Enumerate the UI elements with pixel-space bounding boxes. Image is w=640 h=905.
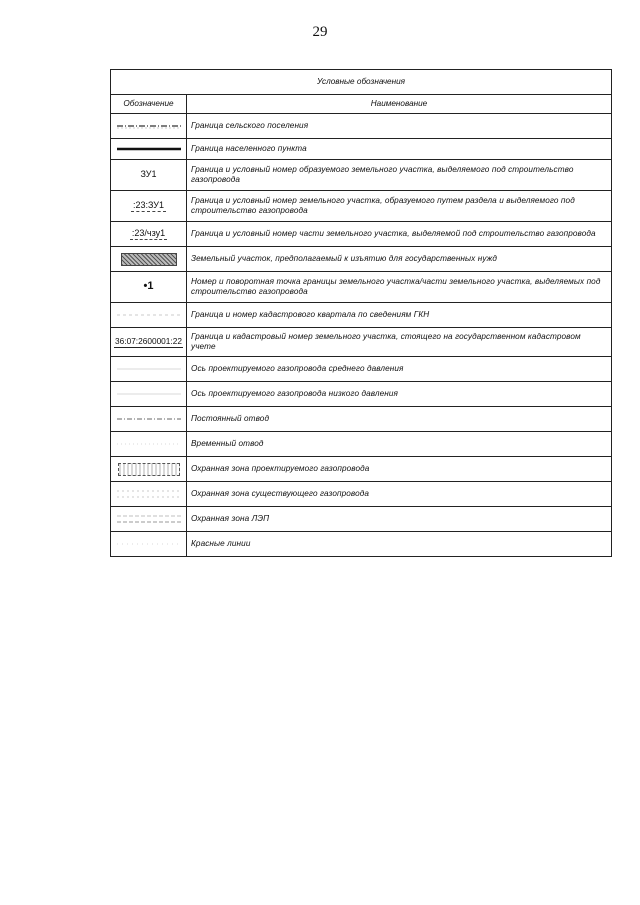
legend-row bbox=[111, 407, 612, 432]
legend-row bbox=[111, 482, 612, 507]
legend-row bbox=[111, 247, 612, 272]
protection-zone-existing-symbol bbox=[115, 488, 183, 500]
symbol-cell bbox=[111, 114, 187, 139]
symbol-cell bbox=[111, 222, 187, 247]
symbol-cell bbox=[111, 303, 187, 328]
legend-name: Постоянный отвод bbox=[187, 407, 612, 432]
legend-row bbox=[111, 191, 612, 222]
symbol-cell bbox=[111, 457, 187, 482]
legend-row bbox=[111, 357, 612, 382]
legend-row bbox=[111, 114, 612, 139]
legend-name: Граница сельского поселения bbox=[187, 114, 612, 139]
low-pressure-gas-axis-symbol bbox=[115, 390, 183, 398]
legend-name: Граница населенного пункта bbox=[187, 139, 612, 160]
symbol-cell bbox=[111, 272, 187, 303]
legend-row bbox=[111, 507, 612, 532]
legend-name: Ось проектируемого газопровода низкого давления bbox=[187, 382, 612, 407]
legend-row bbox=[111, 272, 612, 303]
symbol-cell bbox=[111, 432, 187, 457]
symbol-cell bbox=[111, 191, 187, 222]
rural-boundary-symbol bbox=[115, 121, 183, 131]
legend-name: Красные линии bbox=[187, 532, 612, 557]
legend-header-row bbox=[111, 95, 612, 114]
symbol-cell bbox=[111, 532, 187, 557]
legend-name: Охранная зона существующего газопровода bbox=[187, 482, 612, 507]
red-lines-symbol bbox=[115, 540, 183, 548]
power-line-zone-symbol bbox=[115, 513, 183, 525]
hatched-area-symbol bbox=[121, 253, 177, 266]
legend-row bbox=[111, 457, 612, 482]
legend-name: Ось проектируемого газопровода среднего давления bbox=[187, 357, 612, 382]
legend-row bbox=[111, 139, 612, 160]
page-number: 29 bbox=[312, 24, 328, 40]
plot-part-label: :23/чзу1 bbox=[130, 228, 167, 240]
legend-name: Граница и номер кадастрового квартала по сведениям ГКН bbox=[187, 303, 612, 328]
symbol-cell bbox=[111, 160, 187, 191]
protection-zone-planned-symbol bbox=[118, 463, 180, 476]
symbol-cell bbox=[111, 382, 187, 407]
legend-row bbox=[111, 160, 612, 191]
turning-point-number: 1 bbox=[147, 280, 154, 293]
cadastral-number-label: 36:07:2600001:22 bbox=[115, 336, 182, 347]
legend-name: Граница и условный номер части земельного участка, выделяемой под строительство газопровода bbox=[187, 222, 612, 247]
permanent-allotment-symbol bbox=[115, 415, 183, 423]
settlement-boundary-symbol bbox=[115, 145, 183, 153]
header-name: Наименование bbox=[187, 95, 612, 114]
legend-name: Охранная зона ЛЭП bbox=[187, 507, 612, 532]
legend-name: Граница и условный номер образуемого земельного участка, выделяемого под строительство газопровода bbox=[187, 160, 612, 191]
symbol-cell bbox=[111, 482, 187, 507]
legend-name: Граница и условный номер земельного участка, образуемого путем раздела и выделяемого под строительство газопровода bbox=[187, 191, 612, 222]
legend-row bbox=[111, 222, 612, 247]
legend-name: Земельный участок, предполагаемый к изъятию для государственных нужд bbox=[187, 247, 612, 272]
turning-point-icon: • bbox=[143, 280, 148, 293]
symbol-cell bbox=[111, 407, 187, 432]
legend-name: Номер и поворотная точка границы земельного участка/части земельного участка, выделяемых под строительство газопровода bbox=[187, 272, 612, 303]
temporary-allotment-symbol bbox=[115, 440, 183, 448]
legend-row bbox=[111, 532, 612, 557]
legend-row bbox=[111, 382, 612, 407]
legend-row bbox=[111, 303, 612, 328]
legend-row bbox=[111, 328, 612, 357]
medium-pressure-gas-axis-symbol bbox=[115, 365, 183, 373]
legend-name: Временный отвод bbox=[187, 432, 612, 457]
symbol-cell bbox=[111, 507, 187, 532]
legend-row bbox=[111, 432, 612, 457]
legend-table bbox=[110, 69, 612, 557]
symbol-cell bbox=[111, 247, 187, 272]
legend-name: Граница и кадастровый номер земельного участка, стоящего на государственном кадастровом учете bbox=[187, 328, 612, 357]
legend-caption: Условные обозначения bbox=[111, 70, 612, 95]
cadastral-block-symbol bbox=[115, 311, 183, 319]
legend-name: Охранная зона проектируемого газопровода bbox=[187, 457, 612, 482]
header-symbol: Обозначение bbox=[111, 95, 187, 114]
legend-caption-row bbox=[111, 70, 612, 95]
symbol-cell bbox=[111, 328, 187, 357]
symbol-cell bbox=[111, 139, 187, 160]
plot-label: ЗУ1 bbox=[140, 169, 157, 180]
divided-plot-label: :23:ЗУ1 bbox=[131, 200, 166, 212]
symbol-cell bbox=[111, 357, 187, 382]
